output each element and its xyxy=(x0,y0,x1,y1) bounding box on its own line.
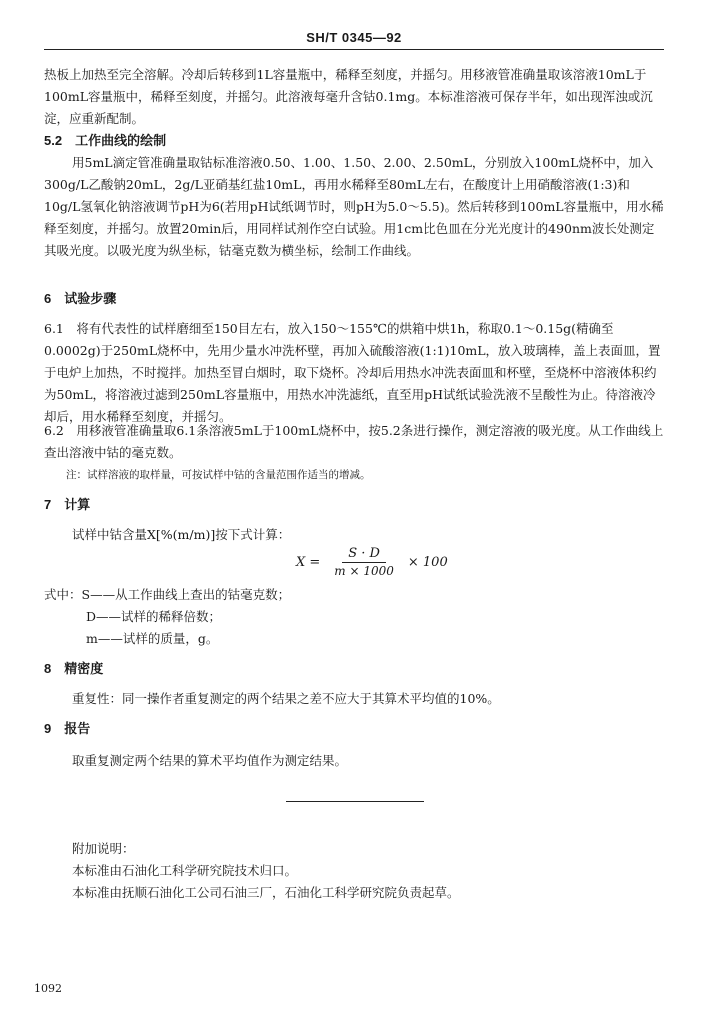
section-7-heading: 7 计算 xyxy=(44,497,91,512)
where-m: m——试样的质量，g。 xyxy=(86,631,219,646)
formula-numerator: S · D xyxy=(342,546,386,563)
section-6-heading: 6 试验步骤 xyxy=(44,291,117,306)
end-rule xyxy=(286,801,424,802)
header-rule xyxy=(44,49,664,50)
section-6-note: 注：试样溶液的取样量，可按试样中钴的含量范围作适当的增减。 xyxy=(66,469,371,481)
section-9-heading: 9 报告 xyxy=(44,721,91,736)
section-5-2-heading: 5.2 工作曲线的绘制 xyxy=(44,133,167,148)
where-s: 式中：S——从工作曲线上查出的钴毫克数； xyxy=(44,587,291,602)
formula-factor: × 100 xyxy=(407,554,448,570)
appendix-title: 附加说明： xyxy=(72,841,135,856)
section-7-intro: 试样中钴含量X[%(m/m)]按下式计算： xyxy=(72,527,291,542)
page-number: 1092 xyxy=(34,982,62,995)
intro-paragraph: 热板上加热至完全溶解。冷却后转移到1L容量瓶中，稀释至刻度，并摇匀。用移液管准确量取该溶液10mL于100mL容量瓶中，稀释至刻度，并摇匀。此溶液每毫升含钴0.1mg。本标准溶液可保存半年，如出现浑浊或沉淀，应重新配制。 xyxy=(44,67,653,126)
where-d: D——试样的稀释倍数； xyxy=(86,609,222,624)
standard-header: SH/T 0345—92 xyxy=(306,30,402,45)
formula-lhs: X = xyxy=(296,554,321,570)
calculation-formula xyxy=(296,546,448,578)
section-8-heading: 8 精密度 xyxy=(44,661,104,676)
formula-fraction xyxy=(328,546,400,578)
appendix-line-2: 本标准由抚顺石油化工公司石油三厂，石油化工科学研究院负责起草。 xyxy=(72,885,460,900)
section-6-1-text: 6.1 将有代表性的试样磨细至150目左右，放入150～155℃的烘箱中烘1h，称取0.1～0.15g(精确至0.0002g)于250mL烧杯中，先用少量水冲洗杯壁，再加入硫酸溶液(1:1)10mL，放入玻璃棒，盖上表面皿，置于电炉上加热，不时搅拌。加热至冒白烟时，取下烧杯。冷却后用热水冲洗表面皿和杯壁，至烧杯中溶液体积约为50mL，将溶液过滤到250mL容量瓶中，用热水冲洗滤纸，直至用pH试纸试验洗液不呈酸性为止。待溶液冷却后，用水稀释至刻度，并摇匀。 xyxy=(44,321,661,424)
section-6-2-text: 6.2 用移液管准确量取6.1条溶液5mL于100mL烧杯中，按5.2条进行操作，测定溶液的吸光度。从工作曲线上查出溶液中钴的毫克数。 xyxy=(44,423,664,460)
section-9-text: 取重复测定两个结果的算术平均值作为测定结果。 xyxy=(72,753,348,768)
section-8-text: 重复性：同一操作者重复测定的两个结果之差不应大于其算术平均值的10%。 xyxy=(72,691,500,706)
formula-denominator: m × 1000 xyxy=(334,564,394,578)
appendix-line-1: 本标准由石油化工科学研究院技术归口。 xyxy=(72,863,298,878)
section-5-2-text: 用5mL滴定管准确量取钴标准溶液0.50、1.00、1.50、2.00、2.50mL，分别放入100mL烧杯中，加入300g/L乙酸钠20mL，2g/L亚硝基红盐10mL，再用水稀释至80mL左右，在酸度计上用硝酸溶液(1:3)和10g/L氢氧化钠溶液调节pH为6(若用pH试纸调节时，则pH为5.0～5.5)。然后转移到100mL容量瓶中，用水稀释至刻度，并摇匀。放置20min后，用同样试剂作空白试验。用1cm比色皿在分光光度计的490nm波长处测定其吸光度。以吸光度为纵坐标，钴毫克数为横坐标，绘制工作曲线。 xyxy=(44,155,664,258)
